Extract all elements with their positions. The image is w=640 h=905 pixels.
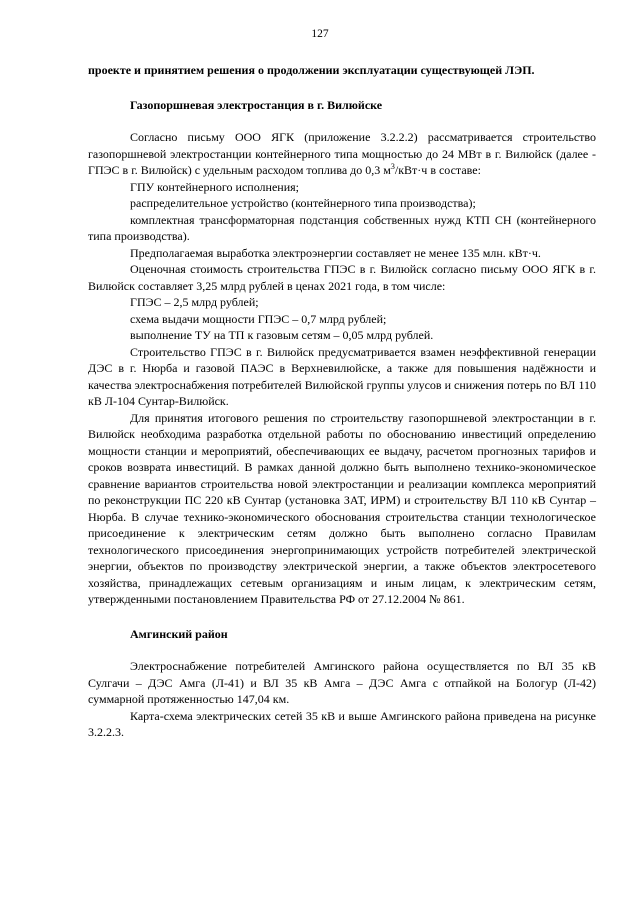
- paragraph-amginsky-map: Карта-схема электрических сетей 35 кВ и выше Амгинского района приведена на рисунке 3.2.2.3.: [88, 708, 596, 739]
- section-heading-vilyuysk: Газопоршневая электростанция в г. Вилюйске: [130, 97, 383, 112]
- paragraph-vilyuysk-intro-tail: /кВт·ч в составе:: [394, 163, 481, 177]
- paragraph-purpose: Строительство ГПЭС в г. Вилюйск предусматривается взамен неэффективной генерации ДЭС в г. Нюрба и газовой ПАЭС в Верхневилюйске, а также для повышения надёжности и качества электроснабжения потребителей Вилюйской группы улусов и снижения потерь по ВЛ 110 кВ Л-104 Сунтар-Вилюйск.: [88, 344, 596, 408]
- document-body: [88, 62, 596, 741]
- paragraph-cost: Оценочная стоимость строительства ГПЭС в г. Вилюйск согласно письму ООО ЯГК в г. Вилюйск составляет 3,25 млрд рублей в ценах 2021 года, в том числе:: [88, 262, 596, 293]
- page-number: 127: [311, 28, 329, 40]
- paragraph-decision: Для принятия итогового решения по строительству газопоршневой электростанции в г. Вилюйск необходима разработка отдельной работы по обоснованию инвестиций определению мощности станции и мероприятий, обеспечивающих ее выдачу, расчетом прогнозных тарифов и сроков возврата инвестиций. В рамках данной должно быть выполнено технико-экономическое сравнение вариантов строительства новой электростанции и реализации комплекса мероприятий по реконструкции ПС 220 кВ Сунтар (установка ЗАТ, ИРМ) и строительству ВЛ 110 кВ Сунтар – Нюрба. В случае технико-экономического обоснования строительства станции технологическое присоединение к электрическим сетям должно быть выполнено согласно Правилам технологического присоединения энергопринимающих устройств потребителей электрической энергии, объектов по производству электрической энергии, а также объектов электросетевого хозяйства, принадлежащих сетевым организациям и иным лицам, к электрическим сетям, утвержденными постановлением Правительства РФ от 27.12.2004 № 861.: [88, 410, 596, 606]
- cost-item: выполнение ТУ на ТП к газовым сетям – 0,05 млрд рублей.: [130, 328, 434, 342]
- paragraph-vilyuysk-intro-text: Согласно письму ООО ЯГК (приложение 3.2.2.2) рассматривается строительство газопоршневой электростанции контейнерного типа мощностью до 24 МВт в г. Вилюйск (далее - ГПЭС в г. Вилюйск) с удельным расходом топлива до 0,3 м: [88, 130, 596, 177]
- cost-item: ГПЭС – 2,5 млрд рублей;: [130, 295, 259, 309]
- lead-bold-paragraph: проекте и принятием решения о продолжении эксплуатации существующей ЛЭП.: [88, 63, 535, 77]
- list-item: распределительное устройство (контейнерного типа производства);: [130, 196, 476, 210]
- paragraph-vilyuysk-intro: [88, 129, 596, 179]
- paragraph-generation: Предполагаемая выработка электроэнергии составляет не менее 135 млн. кВт·ч.: [130, 245, 541, 260]
- list-item: ГПУ контейнерного исполнения;: [130, 179, 299, 194]
- paragraph-amginsky-supply: Электроснабжение потребителей Амгинского района осуществляется по ВЛ 35 кВ Сулгачи – ДЭС Амга (Л-41) и ВЛ 35 кВ Амга – ДЭС Амга с отпайкой на Бологур (Л-42) суммарной протяженностью 147,04 км.: [88, 659, 596, 706]
- superscript-3: 3: [390, 162, 395, 171]
- section-heading-amginsky: Амгинский район: [130, 626, 228, 641]
- cost-item: схема выдачи мощности ГПЭС – 0,7 млрд рублей;: [130, 311, 387, 326]
- list-item: комплектная трансформаторная подстанция собственных нужд КТП СН (контейнерного типа производства).: [88, 212, 596, 243]
